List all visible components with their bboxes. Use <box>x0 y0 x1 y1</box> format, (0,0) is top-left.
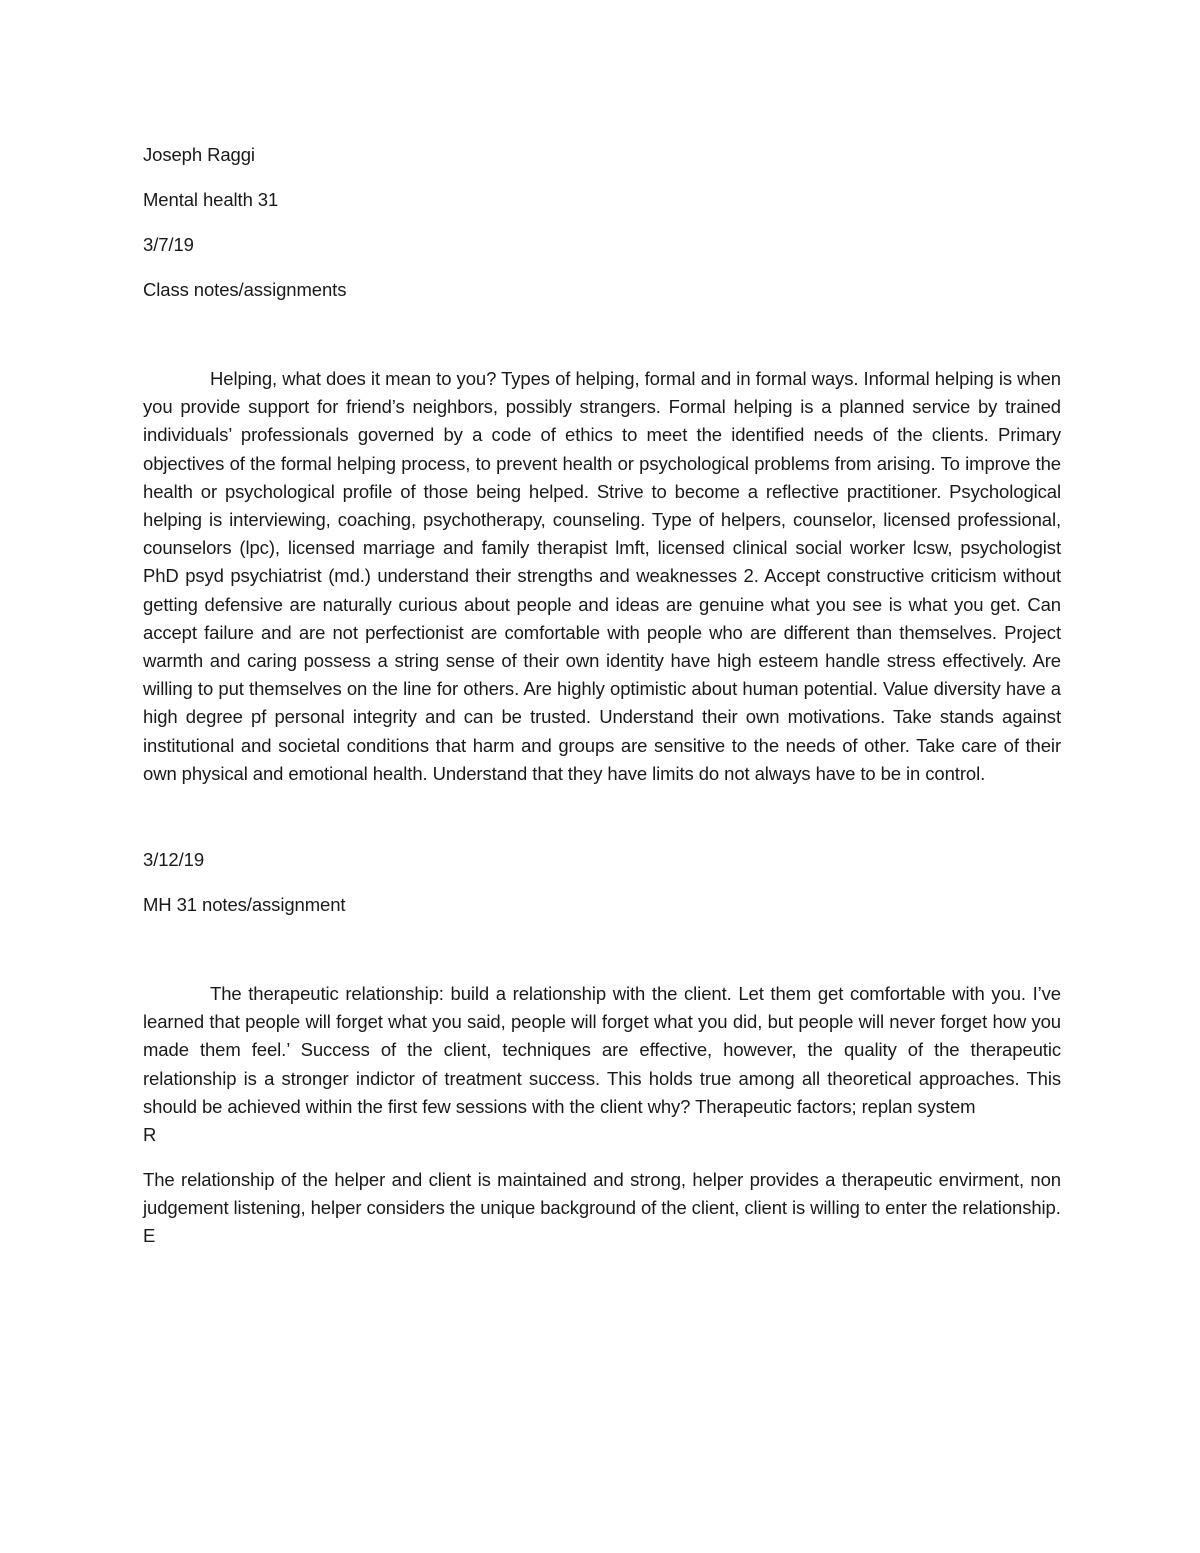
spacer <box>143 321 1061 365</box>
section1-paragraph: Helping, what does it mean to you? Types of helping, formal and in formal ways. Informal helping is when you provide support for friend’s neighbors, possibly strangers. Formal helping is a planned service by trained individuals’ professionals governed by a code of ethics to meet the identified needs of the clients. Primary objectives of the formal helping process, to prevent health or psychological problems from arising. To improve the health or psychological profile of those being helped. Strive to become a reflective practitioner. Psychological helping is interviewing, coaching, psychotherapy, counseling. Type of helpers, counselor, licensed professional, counselors (lpc), licensed marriage and family therapist lmft, licensed clinical social worker lcsw, psychologist PhD psyd psychiatrist (md.) understand their strengths and weaknesses 2. Accept constructive criticism without getting defensive are naturally curious about people and ideas are genuine what you see is what you get. Can accept failure and are not perfectionist are comfortable with people who are different than themselves. Project warmth and caring possess a string sense of their own identity have high esteem handle stress effectively. Are willing to put themselves on the line for others. Are highly optimistic about human potential. Value diversity have a high degree pf personal integrity and can be trusted. Understand their own motivations. Take stands against institutional and societal conditions that harm and groups are sensitive to the needs of other. Take care of their own physical and emotional health. Understand that they have limits do not always have to be in control. <box>143 368 1061 784</box>
r-paragraph: The relationship of the helper and client is maintained and strong, helper provides a therapeutic envirment, non judgement listening, helper considers the unique background of the client, client is willing to enter the relationship. <box>143 1169 1061 1219</box>
date-2: 3/12/19 <box>143 849 205 871</box>
heading-r: R <box>143 1124 157 1146</box>
spacer <box>143 936 1061 980</box>
notes-title-1: Class notes/assignments <box>143 279 347 300</box>
document-content <box>143 141 1061 1267</box>
author-name: Joseph Raggi <box>143 144 255 165</box>
date-1: 3/7/19 <box>143 234 194 255</box>
notes-title-2: MH 31 notes/assignment <box>143 894 346 916</box>
section2-paragraph: The therapeutic relationship: build a relationship with the client. Let them get comfortable with you. I’ve learned that people will forget what you said, people will forget what you did, but people will never forget how you made them feel.’ Success of the client, techniques are effective, however, the quality of the therapeutic relationship is a stronger indictor of treatment success. This holds true among all theoretical approaches. This should be achieved within the first few sessions with the client why? Therapeutic factors; replan system <box>143 983 1061 1117</box>
spacer <box>143 788 1061 846</box>
course-name: Mental health 31 <box>143 189 279 210</box>
heading-e: E <box>143 1225 156 1247</box>
